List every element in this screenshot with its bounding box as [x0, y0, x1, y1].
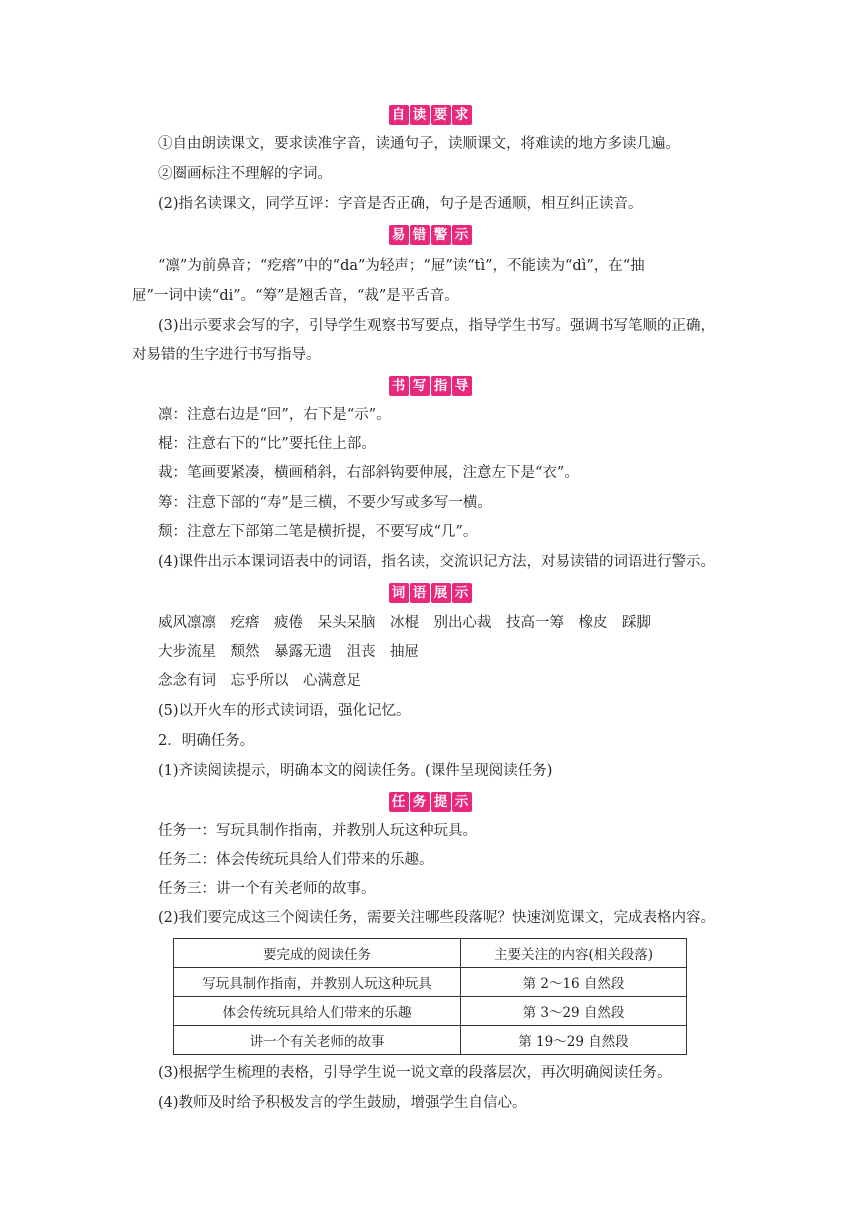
table-cell: 写玩具制作指南，并教别人玩这种玩具: [174, 968, 461, 997]
label-char: 词: [389, 583, 409, 603]
label-char: 语: [410, 583, 430, 603]
label-char: 指: [431, 376, 451, 396]
text-line: 棍：注意右下的“比”要托住上部。: [158, 436, 376, 452]
task-line: 任务一：写玩具制作指南，并教别人玩这种玩具。: [158, 823, 477, 839]
label-char: 展: [431, 583, 451, 603]
text-line: 凛：注意右边是“回”，右下是“示”。: [158, 407, 391, 423]
vocab-line: 念念有词 忘乎所以 心满意足: [158, 673, 361, 689]
text-line: (2)指名读课文，同学互评：字音是否正确，句子是否通顺，相互纠正读音。: [158, 196, 643, 212]
task-line: 任务三：讲一个有关老师的故事。: [158, 881, 376, 897]
word-display-heading: [0, 583, 860, 603]
text-line: 颓：注意左下部第二笔是横折提，不要写成“几”。: [158, 524, 478, 540]
text-line: 裁：笔画要紧凑，横画稍斜，右部斜钩要伸展，注意左下是“衣”。: [158, 465, 579, 481]
text-line: ①自由朗读课文，要求读准字音，读通句子，读顺课文，将难读的地方多读几遍。: [158, 136, 680, 152]
table-header-row: [174, 939, 687, 968]
table-row: [174, 968, 687, 997]
label-char: 示: [452, 583, 472, 603]
text-line: 2．明确任务。: [158, 733, 255, 749]
label-char: 易: [389, 225, 409, 245]
text-line: (1)齐读阅读提示，明确本文的阅读任务。(课件呈现阅读任务): [158, 763, 553, 779]
table-cell: 讲一个有关老师的故事: [174, 1026, 461, 1055]
text-line: “凛”为前鼻音；“疙瘩”中的“da”为轻声；“屉”读“tì”，不能读为“dì”，在“抽: [158, 258, 645, 274]
self-read-heading: [0, 105, 860, 125]
text-line: 屉”一词中读“di”。“筹”是翘舌音，“裁”是平舌音。: [132, 288, 459, 304]
text-line: (3)出示要求会写的字，引导学生观察书写要点，指导学生书写。强调书写笔顺的正确，: [158, 318, 716, 334]
label-char: 任: [389, 792, 409, 812]
label-char: 提: [431, 792, 451, 812]
text-line: (4)教师及时给予积极发言的学生鼓励，增强学生自信心。: [158, 1095, 527, 1111]
table-cell: 体会传统玩具给人们带来的乐趣: [174, 997, 461, 1026]
text-line: 筹：注意下部的“寿”是三横，不要少写或多写一横。: [158, 495, 492, 511]
task-line: 任务二：体会传统玩具给人们带来的乐趣。: [158, 852, 434, 868]
table-row: [174, 997, 687, 1026]
text-line: 对易错的生字进行书写指导。: [132, 347, 321, 363]
label-char: 读: [410, 105, 430, 125]
table-cell: 第 19～29 自然段: [461, 1026, 687, 1055]
text-line: ②圈画标注不理解的字词。: [158, 166, 332, 182]
label-char: 警: [431, 225, 451, 245]
error-warning-heading: [0, 225, 860, 245]
reading-task-table: [173, 938, 687, 1055]
label-char: 要: [431, 105, 451, 125]
table-row: [174, 1026, 687, 1055]
text-line: (5)以开火车的形式读词语，强化记忆。: [158, 703, 411, 719]
writing-guide-heading: [0, 376, 860, 396]
text-line: (4)课件出示本课词语表中的词语，指名读，交流识记方法，对易读错的词语进行警示。: [158, 554, 716, 570]
label-char: 错: [410, 225, 430, 245]
table-cell: 第 3～29 自然段: [461, 997, 687, 1026]
label-char: 求: [452, 105, 472, 125]
label-char: 务: [410, 792, 430, 812]
label-char: 示: [452, 792, 472, 812]
table-cell: 第 2～16 自然段: [461, 968, 687, 997]
text-line: (2)我们要完成这三个阅读任务，需要关注哪些段落呢？快速浏览课文，完成表格内容。: [158, 910, 716, 926]
table-header-cell: 要完成的阅读任务: [174, 939, 461, 968]
vocab-line: 威风凛凛 疙瘩 疲倦 呆头呆脑 冰棍 别出心裁 技高一筹 橡皮 踩脚: [158, 615, 651, 631]
label-char: 导: [452, 376, 472, 396]
label-char: 书: [389, 376, 409, 396]
label-char: 自: [389, 105, 409, 125]
label-char: 写: [410, 376, 430, 396]
vocab-line: 大步流星 颓然 暴露无遗 沮丧 抽屉: [158, 644, 419, 660]
text-line: (3)根据学生梳理的表格，引导学生说一说文章的段落层次，再次明确阅读任务。: [158, 1065, 672, 1081]
label-char: 示: [452, 225, 472, 245]
table-header-cell: 主要关注的内容(相关段落): [461, 939, 687, 968]
task-hint-heading: [0, 792, 860, 812]
